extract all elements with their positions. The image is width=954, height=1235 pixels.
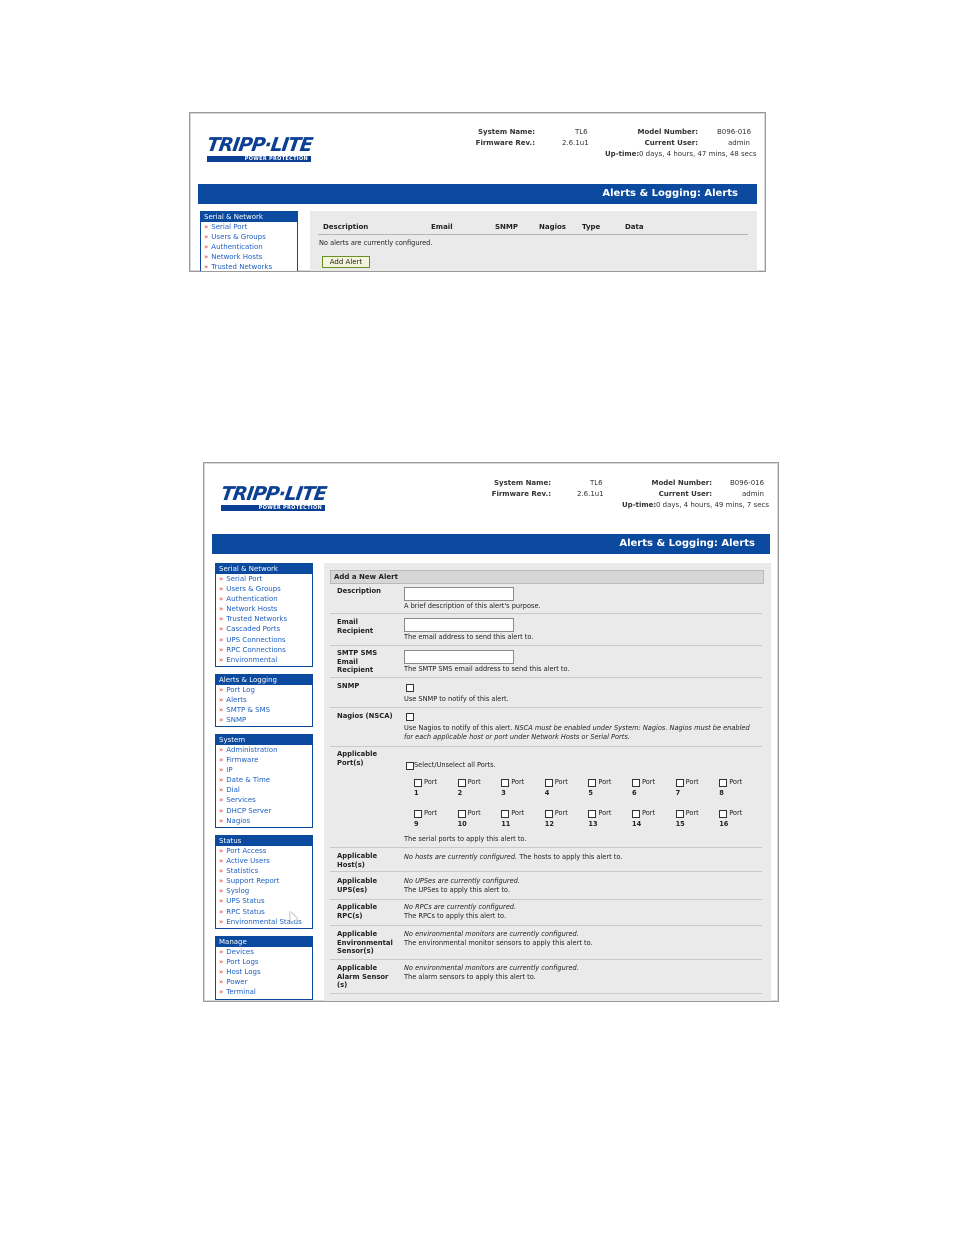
screenshot-alerts-list [189, 112, 766, 272]
page-title-bar [198, 184, 757, 204]
port-2-label: Port [467, 778, 481, 786]
nav-alerts-logging [215, 674, 313, 727]
nav-item-users-groups[interactable]: » Users & Groups [204, 233, 266, 242]
port-1-label: Port [424, 778, 438, 786]
port-1-number: 1 [414, 789, 419, 797]
nav-item-syslog[interactable]: » Syslog [219, 887, 250, 896]
col-nagios: Nagios [539, 223, 566, 231]
nav-item-dial[interactable]: » Dial [219, 786, 240, 795]
port-3-checkbox[interactable] [501, 779, 509, 787]
port-10-label: Port [467, 809, 481, 817]
col-snmp: SNMP [495, 223, 518, 231]
port-11-label: Port [511, 809, 525, 817]
applicable-ports-help: The serial ports to apply this alert to. [404, 835, 527, 843]
port-12-checkbox[interactable] [545, 810, 553, 818]
page-title: Alerts & Logging: Alerts [602, 188, 738, 199]
current-user-value: admin [742, 490, 764, 498]
nav-item-cascaded-ports[interactable]: » Cascaded Ports [219, 625, 281, 634]
nav-item-trusted-networks[interactable]: » Trusted Networks [219, 615, 288, 624]
col-data: Data [625, 223, 644, 231]
nav-item-users-groups[interactable]: » Users & Groups [219, 585, 281, 594]
nav-item-support-report[interactable]: » Support Report [219, 877, 280, 886]
snmp-help: Use SNMP to notify of this alert. [404, 695, 509, 703]
col-type: Type [582, 223, 601, 231]
logo-tagline: POWER PROTECTION [207, 156, 311, 162]
model-number-value: B096-016 [730, 479, 765, 487]
port-2-checkbox[interactable] [458, 779, 466, 787]
firmware-value: 2.6.1u1 [562, 139, 589, 147]
port-7-checkbox[interactable] [676, 779, 684, 787]
port-4-label: Port [554, 778, 568, 786]
port-13-checkbox[interactable] [588, 810, 596, 818]
nav-item-port-logs[interactable]: » Port Logs [219, 958, 259, 967]
model-number-label: Model Number: [637, 128, 698, 136]
port-14-label: Port [642, 809, 656, 817]
screenshot-add-alert [203, 462, 779, 1002]
select-all-ports-checkbox[interactable] [406, 762, 414, 770]
port-10-checkbox[interactable] [458, 810, 466, 818]
port-8-number: 8 [719, 789, 724, 797]
applicable-rpc-help: No RPCs are currently configured. The RPCs to apply this alert to. [404, 903, 517, 920]
system-info [190, 127, 765, 167]
port-6-checkbox[interactable] [632, 779, 640, 787]
nav-item-smtp-sms[interactable]: » SMTP & SMS [219, 706, 271, 715]
nav-item-devices[interactable]: » Devices [219, 948, 254, 956]
port-4-number: 4 [544, 789, 550, 797]
section-title: Add a New Alert [334, 573, 398, 581]
empty-alerts-text: No alerts are currently configured. [319, 239, 433, 247]
nav-item-services[interactable]: » Services [219, 796, 256, 805]
description-input[interactable] [404, 587, 514, 601]
firmware-value: 2.6.1u1 [577, 490, 604, 498]
nav-manage [215, 936, 313, 1000]
sms-recipient-label: SMTP SMS Email Recipient [337, 649, 378, 674]
nav-item-serial-port[interactable]: » Serial Port [204, 223, 248, 231]
description-help: A brief description of this alert's purpose. [404, 602, 541, 610]
system-info [204, 478, 778, 518]
nav-status [215, 835, 313, 929]
port-11-number: 11 [501, 820, 511, 828]
snmp-checkbox[interactable] [406, 684, 414, 692]
col-email: Email [431, 223, 453, 231]
nav-item-environmental[interactable]: » Environmental [219, 655, 278, 664]
nav-item-authentication[interactable]: » Authentication [219, 595, 278, 604]
nav-item-port-access[interactable]: » Port Access [219, 847, 267, 855]
sms-recipient-help: The SMTP SMS email address to send this alert to. [404, 665, 570, 673]
email-recipient-input[interactable] [404, 618, 514, 632]
description-label: Description [337, 587, 381, 595]
nav-item-ups-status[interactable]: » UPS Status [219, 897, 265, 906]
applicable-ups-label: Applicable UPS(es) [337, 877, 378, 894]
nav-heading: Alerts & Logging [216, 675, 312, 685]
table-divider [318, 234, 748, 235]
nav-item-authentication[interactable]: » Authentication [204, 243, 263, 252]
nav-item-administration[interactable]: » Administration [219, 746, 278, 754]
applicable-ups-help: No UPSes are currently configured. The UPSes to apply this alert to. [404, 877, 520, 894]
port-2-number: 2 [457, 789, 463, 797]
col-description: Description [323, 223, 369, 231]
applicable-hosts-help: No hosts are currently configured. The hosts to apply this alert to. [404, 853, 623, 861]
port-5-label: Port [598, 778, 612, 786]
port-11-checkbox[interactable] [501, 810, 509, 818]
port-14-number: 14 [632, 820, 642, 828]
port-16-number: 16 [719, 820, 729, 828]
applicable-env-sensors-label: Applicable Environmental Sensor(s) [337, 930, 393, 955]
port-4-checkbox[interactable] [545, 779, 553, 787]
system-name-label: System Name: [477, 128, 535, 136]
uptime-label: Up-time: [605, 150, 640, 158]
port-15-label: Port [685, 809, 699, 817]
port-7-label: Port [685, 778, 699, 786]
email-recipient-help: The email address to send this alert to. [404, 633, 534, 641]
port-13-number: 13 [588, 820, 598, 828]
firmware-label: Firmware Rev.: [475, 139, 535, 147]
nav-item-dhcp-server[interactable]: » DHCP Server [219, 806, 272, 815]
section-title-bar [330, 570, 764, 584]
model-number-label: Model Number: [651, 479, 712, 487]
current-user-value: admin [728, 139, 750, 147]
nav-item-firmware[interactable]: » Firmware [219, 756, 259, 765]
port-15-number: 15 [675, 820, 685, 828]
nagios-checkbox[interactable] [406, 713, 414, 721]
sms-recipient-input[interactable] [404, 650, 514, 664]
nav-item-date-time[interactable]: » Date & Time [219, 776, 271, 785]
port-5-checkbox[interactable] [588, 779, 596, 787]
firmware-label: Firmware Rev.: [491, 490, 551, 498]
nav-item-serial-port[interactable]: » Serial Port [219, 575, 263, 583]
applicable-env-sensors-help: No environmental monitors are currently configured. The environmental monitor sensors to apply this alert to. [404, 930, 593, 947]
nav-item-rpc-connections[interactable]: » RPC Connections [219, 645, 286, 654]
nav-item-active-users[interactable]: » Active Users [219, 857, 270, 866]
nagios-label: Nagios (NSCA) [337, 712, 393, 720]
port-15-checkbox[interactable] [676, 810, 684, 818]
nav-serial-network [200, 211, 298, 272]
port-16-checkbox[interactable] [719, 810, 727, 818]
port-6-number: 6 [632, 789, 637, 797]
nav-item-rpc-status[interactable]: » RPC Status [219, 907, 265, 916]
applicable-rpc-label: Applicable RPC(s) [337, 903, 378, 920]
model-number-value: B096-016 [717, 128, 752, 136]
logo-tagline: POWER PROTECTION [221, 505, 325, 511]
logo-wordmark: TRIPP·LITE [205, 134, 314, 156]
uptime-value: 0 days, 4 hours, 47 mins, 48 secs [639, 150, 757, 158]
port-6-label: Port [642, 778, 656, 786]
port-9-checkbox[interactable] [414, 810, 422, 818]
nav-serial-network [215, 563, 313, 667]
nagios-help: Use Nagios to notify of this alert. NSCA must be enabled under System: Nagios. Nagios must be enabled for each applicable host or port under Network Hosts or Serial Ports. [404, 724, 750, 741]
port-7-number: 7 [675, 789, 681, 797]
applicable-alarm-sensor-label: Applicable Alarm Sensor (s) [337, 964, 389, 989]
nav-item-environmental-status[interactable]: » Environmental Status [219, 917, 302, 926]
nav-heading: Serial & Network [201, 212, 297, 222]
nav-system [215, 734, 313, 828]
system-name-value: TL6 [590, 479, 603, 487]
applicable-hosts-label: Applicable Host(s) [337, 852, 378, 869]
nav-heading: Manage [216, 937, 312, 947]
system-name-value: TL6 [575, 128, 588, 136]
port-13-label: Port [598, 809, 612, 817]
port-14-checkbox[interactable] [632, 810, 640, 818]
nav-heading: Status [216, 836, 312, 846]
nav-heading: Serial & Network [216, 564, 312, 574]
page-title: Alerts & Logging: Alerts [619, 538, 755, 549]
port-16-label: Port [729, 809, 743, 817]
nav-item-alerts[interactable]: » Alerts [219, 696, 247, 705]
nav-item-statistics[interactable]: » Statistics [219, 867, 259, 876]
snmp-label: SNMP [337, 682, 360, 690]
system-name-label: System Name: [493, 479, 551, 487]
uptime-label: Up-time: [622, 501, 657, 509]
current-user-label: Current User: [658, 490, 712, 498]
port-8-checkbox[interactable] [719, 779, 727, 787]
applicable-ports-label: Applicable Port(s) [337, 750, 378, 767]
nav-item-trusted-networks[interactable]: » Trusted Networks [204, 263, 273, 272]
port-3-label: Port [511, 778, 525, 786]
nav-item-terminal[interactable]: » Terminal [219, 988, 256, 997]
port-8-label: Port [729, 778, 743, 786]
nav-item-host-logs[interactable]: » Host Logs [219, 968, 261, 977]
current-user-label: Current User: [644, 139, 698, 147]
logo-wordmark: TRIPP·LITE [219, 483, 328, 505]
select-all-ports-label: Select/Unselect all Ports. [414, 761, 496, 769]
applicable-alarm-sensor-help: No environmental monitors are currently configured. The alarm sensors to apply this alert to. [404, 964, 579, 981]
port-10-number: 10 [457, 820, 467, 828]
port-9-label: Port [424, 809, 438, 817]
port-3-number: 3 [501, 789, 506, 797]
port-9-number: 9 [414, 820, 419, 828]
alerts-table-panel [310, 211, 757, 272]
nav-item-network-hosts[interactable]: » Network Hosts [204, 253, 263, 262]
email-recipient-label: Email Recipient [337, 618, 374, 635]
nav-item-nagios[interactable]: » Nagios [219, 816, 251, 825]
nav-item-ups-connections[interactable]: » UPS Connections [219, 635, 286, 644]
port-12-label: Port [554, 809, 568, 817]
page-title-bar [212, 534, 770, 554]
port-5-number: 5 [588, 789, 593, 797]
uptime-value: 0 days, 4 hours, 49 mins, 7 secs [656, 501, 770, 509]
nav-item-snmp[interactable]: » SNMP [219, 716, 247, 725]
nav-item-ip[interactable]: » IP [219, 766, 233, 775]
nav-item-port-log[interactable]: » Port Log [219, 686, 255, 694]
nav-item-network-hosts[interactable]: » Network Hosts [219, 605, 278, 614]
port-1-checkbox[interactable] [414, 779, 422, 787]
add-alert-button[interactable]: Add Alert [322, 256, 370, 268]
nav-item-power[interactable]: » Power [219, 978, 248, 987]
add-alert-form [324, 563, 771, 1002]
nav-heading: System [216, 735, 312, 745]
port-12-number: 12 [544, 820, 554, 828]
